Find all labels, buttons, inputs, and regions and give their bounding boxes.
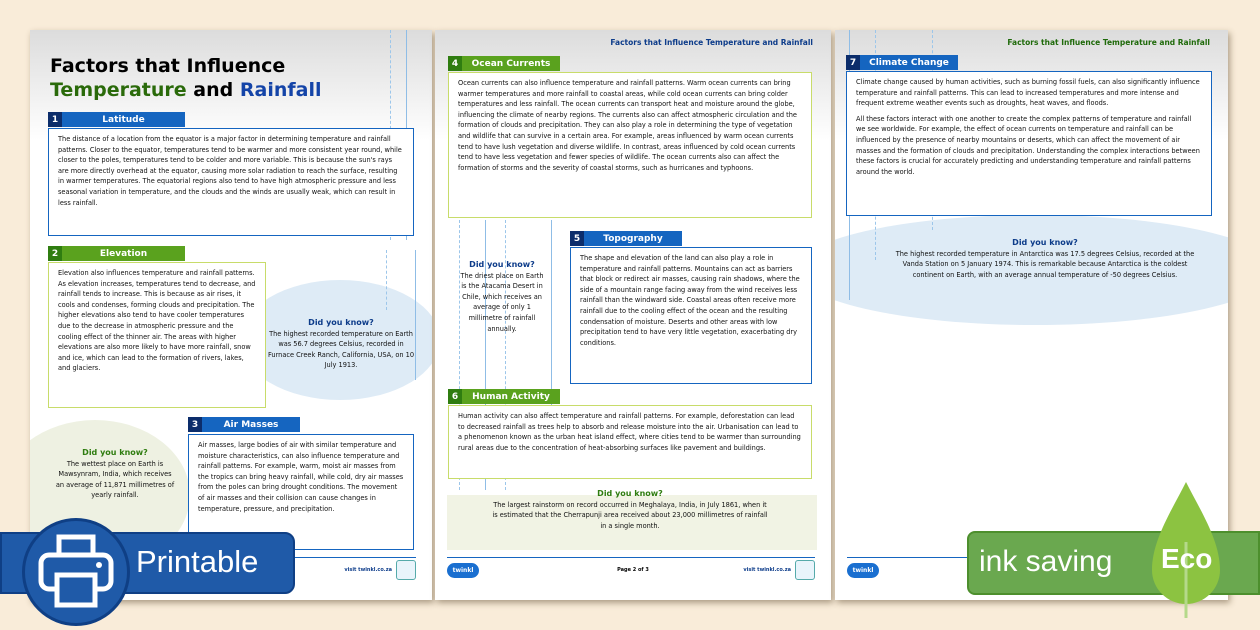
dyk-title: Did you know?	[308, 318, 374, 327]
section-body-topography	[570, 247, 812, 384]
footer-line	[847, 557, 968, 558]
did-you-know-2	[55, 448, 175, 501]
section-text: The shape and elevation of the land can also play a role in temperature and rainfall patterns. Mountains can act as barriers that block or redirect air masses, causing rain shadows, where the side of a mountain range facing away from the wind receives less rainfall than the windward side. Coastal areas often receive more rainfall due to the cooling effect of the ocean and the resulting condensation of moisture. Deserts and other areas with low precipitation tend to have very little vegetation, exacerbating dry conditions.	[580, 254, 800, 347]
dyk-text: The highest recorded temperature on Earth was 56.7 degrees Celsius, recorded in Furnace Creek Ranch, California, USA, on 10 July 1913.	[267, 329, 415, 370]
section-header-air-masses	[188, 417, 300, 432]
dyk-text: The driest place on Earth is the Atacama Desert in Chile, which receives an average of only 1 millimetre of rainfall annually.	[460, 271, 544, 333]
running-head: Factors that Influence Temperature and Rainfall	[1007, 38, 1210, 47]
section-body-latitude	[48, 128, 414, 236]
section-label: Elevation	[62, 246, 185, 261]
dyk-title: Did you know?	[469, 260, 535, 269]
section-text: Climate change caused by human activities, such as burning fossil fuels, can also significantly influence temperature and rainfall patterns. This can lead to increased temperatures and more intense and frequent extreme weather events such as droughts, heat waves, and floods.	[856, 78, 1200, 108]
section-number: 6	[448, 389, 462, 404]
dyk-text: The highest recorded temperature in Antarctica was 17.5 degrees Celsius, recorded at the Vanda Station on 5 January 1974. This is remarkable because Antarctica is the coldest continent on Earth, with an average annual temperature of -50 degrees Celsius.	[895, 249, 1195, 279]
did-you-know-5	[890, 238, 1200, 280]
title-and: and	[193, 79, 234, 101]
section-body-climate-change	[846, 71, 1212, 216]
section-number: 3	[188, 417, 202, 432]
section-header-climate-change	[846, 55, 958, 70]
title-temperature: Temperature	[50, 79, 187, 101]
eco-label: Eco	[1161, 543, 1213, 574]
did-you-know-3	[457, 260, 547, 334]
section-label: Climate Change	[860, 55, 958, 70]
dyk-title: Did you know?	[597, 489, 663, 498]
footer-link[interactable]: visit twinkl.co.za	[743, 567, 791, 573]
title-line-1: Factors that Influence	[50, 55, 286, 77]
footer-line	[447, 557, 815, 558]
section-header-latitude	[48, 112, 185, 127]
section-text: Human activity can also affect temperature and rainfall patterns. For example, deforestation can lead to decreased rainfall as trees help to absorb and release moisture into the air. Urbanisation can lead to a phenomenon known as the urban heat island effect, where cities tend to be warmer than surrounding rural areas due to the concentration of heat-absorbing surfaces like pavement and buildings.	[458, 412, 801, 452]
section-number: 2	[48, 246, 62, 261]
did-you-know-4	[490, 489, 770, 531]
printable-label: Printable	[136, 544, 259, 579]
section-number: 5	[570, 231, 584, 246]
dyk-text: The wettest place on Earth is Mawsynram, India, which receives an average of 11,871 millimetres of yearly rainfall.	[55, 459, 175, 500]
section-label: Human Activity	[462, 389, 560, 404]
twinkl-logo: twinkl	[847, 563, 879, 578]
quality-seal-icon	[795, 560, 815, 580]
section-body-elevation	[48, 262, 266, 408]
printer-icon	[22, 518, 130, 626]
section-label: Ocean Currents	[462, 56, 560, 71]
twinkl-logo: twinkl	[447, 563, 479, 578]
quality-seal-icon	[396, 560, 416, 580]
ink-saving-label: ink saving	[979, 545, 1113, 578]
section-label: Latitude	[62, 112, 185, 127]
section-label: Air Masses	[202, 417, 300, 432]
section-text: All these factors interact with one another to create the complex patterns of temperature and rainfall we see worldwide. For example, the effect of ocean currents on temperature and rainfall can be influenced by the presence of nearby mountains or deserts, which can affect the movement of air masses and the formation of clouds and precipitation. Understanding the complex interactions between these factors is crucial for accurately predicting and understanding temperature and rainfall patterns around the world.	[856, 114, 1200, 176]
section-label: Topography	[584, 231, 682, 246]
section-header-topography	[570, 231, 682, 246]
page-1	[30, 30, 432, 600]
section-header-elevation	[48, 246, 185, 261]
section-text: Elevation also influences temperature and rainfall patterns. As elevation increases, temperatures tend to decrease, and rainfall tends to increase. This is because as air rises, it cools and condenses, forming clouds and precipitation. The higher elevations also tend to have cooler temperatures due to the decrease in atmospheric pressure and the cooling effect of the thinner air. The areas with higher elevations are also more likely to have more rainfall, snow and ice, which can lead to the formation of rivers, lakes, and glaciers.	[58, 269, 256, 373]
section-body-ocean-currents	[448, 72, 812, 218]
section-text: Air masses, large bodies of air with similar temperature and moisture characteristics, can also influence temperature and rainfall patterns. For example, warm, moist air masses from the tropics can bring heavy rainfall, while cold, dry air masses from the poles can bring drought conditions. The movement of air masses and their collision can cause changes in temperature, pressure, and precipitation.	[198, 441, 404, 513]
page-number: Page 2 of 3	[617, 567, 649, 573]
section-number: 4	[448, 56, 462, 71]
did-you-know-1	[266, 318, 416, 371]
section-header-ocean-currents	[448, 56, 560, 71]
dyk-title: Did you know?	[82, 448, 148, 457]
leaf-icon	[1150, 480, 1222, 620]
dyk-text: The largest rainstorm on record occurred in Meghalaya, India, in July 1861, when it is estimated that the Cherrapunji area received about 23,000 millimetres of rainfall in a single month.	[492, 500, 768, 530]
page-title	[50, 54, 321, 102]
footer-link[interactable]: visit twinkl.co.za	[344, 567, 392, 573]
section-number: 7	[846, 55, 860, 70]
section-text: Ocean currents can also influence temperature and rainfall patterns. Warm ocean currents can bring warmer temperatures and more rainfall to coastal areas, while cold ocean currents can bring colder temperatures and less rainfall. The ocean currents can transport heat and moisture around the globe, influencing the climate of nearby regions. The currents also can affect atmospheric circulation and the formation of clouds and precipitation. They can also play a role in determining the type of vegetation and wildlife that can survive in a certain area. For example, areas influenced by warm ocean currents tend to have lush vegetation and diverse wildlife. In contrast, areas influenced by cold ocean currents tend to have less vegetation and fewer species of wildlife. The ocean currents also can affect the formation of storms and the severity of coastal storms, such as hurricanes and typhoons.	[458, 79, 797, 172]
section-header-human-activity	[448, 389, 560, 404]
section-body-human-activity	[448, 405, 812, 479]
section-number: 1	[48, 112, 62, 127]
title-rainfall: Rainfall	[239, 79, 322, 101]
running-head: Factors that Influence Temperature and Rainfall	[610, 38, 813, 47]
page-2	[435, 30, 831, 600]
dyk-title: Did you know?	[1012, 238, 1078, 247]
section-text: The distance of a location from the equator is a major factor in determining temperature and rainfall patterns. Closer to the equator, temperatures tend to be warmer and more consistent year round, while closer to the poles, temperatures tend to be colder and more variable. This is because the sun's rays are more directly overhead at the equator, causing more solar radiation to reach the surface, resulting in warmer temperatures. The equatorial regions also tend to have high atmospheric pressure and less seasonal variation in temperature, and the clouds and the winds are usually weak, which can result in less rainfall.	[58, 135, 402, 207]
